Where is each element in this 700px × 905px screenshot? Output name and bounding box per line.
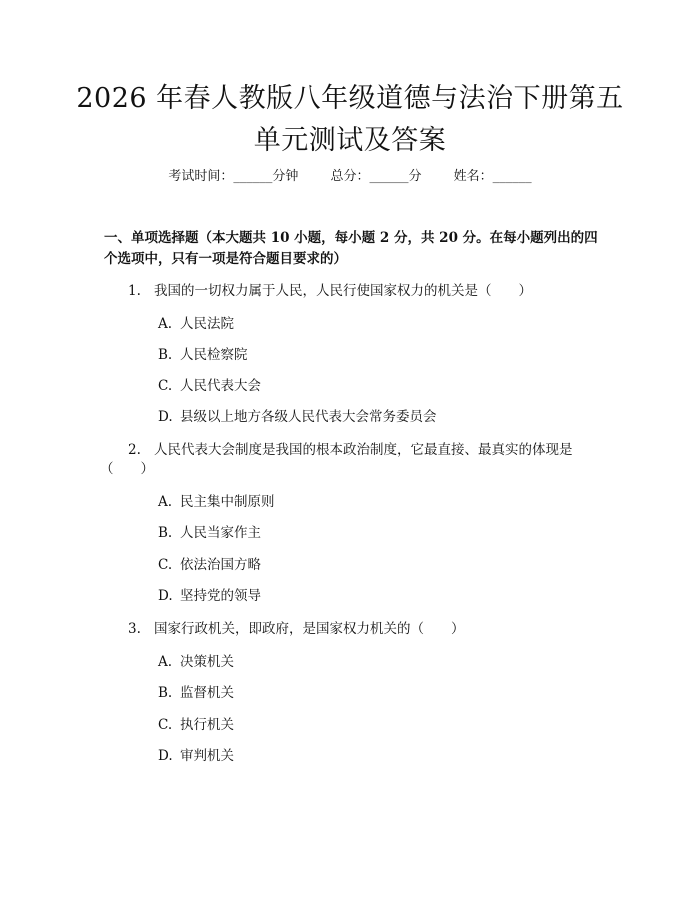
title-line-1: 2026 年春人教版八年级道德与法治下册第五 xyxy=(76,83,624,114)
option-text: 人民检察院 xyxy=(180,347,248,363)
option-1b xyxy=(158,345,248,365)
name-field: 姓名：______ xyxy=(453,169,532,184)
question-stem-line-2: （ ） xyxy=(100,461,154,477)
option-1a xyxy=(158,314,234,334)
question-3 xyxy=(104,619,604,639)
section-heading-line-2: 个选项中，只有一项是符合题目要求的） xyxy=(104,251,347,267)
page-title xyxy=(60,78,640,162)
question-stem-line-1: 人民代表大会制度是我国的根本政治制度，它最直接、最真实的体现是 xyxy=(154,442,573,458)
option-letter: D. xyxy=(158,748,173,764)
option-text: 依法治国方略 xyxy=(180,557,261,573)
option-letter: B. xyxy=(158,347,173,363)
option-2d xyxy=(158,586,261,606)
question-stem: 国家行政机关，即政府，是国家权力机关的（ ） xyxy=(154,621,465,637)
option-text: 民主集中制原则 xyxy=(180,494,275,510)
question-number: 1. xyxy=(128,283,141,299)
option-text: 执行机关 xyxy=(180,717,234,733)
option-letter: B. xyxy=(158,525,173,541)
option-1c xyxy=(158,376,261,396)
question-stem: 我国的一切权力属于人民，人民行使国家权力的机关是（ ） xyxy=(154,283,532,299)
question-number: 2. xyxy=(128,442,141,458)
option-letter: B. xyxy=(158,685,173,701)
question-1 xyxy=(104,281,604,301)
option-3d xyxy=(158,746,234,766)
question-2-continued xyxy=(100,459,600,479)
total-score-field: 总分：______分 xyxy=(330,169,422,184)
title-line-2: 单元测试及答案 xyxy=(253,125,447,156)
option-text: 人民法院 xyxy=(180,316,234,332)
question-number: 3. xyxy=(128,621,141,637)
option-2a xyxy=(158,492,275,512)
option-3a xyxy=(158,652,234,672)
option-text: 决策机关 xyxy=(180,654,234,670)
option-letter: A. xyxy=(158,494,173,510)
option-text: 县级以上地方各级人民代表大会常务委员会 xyxy=(180,409,437,425)
exam-info xyxy=(0,167,700,187)
section-heading-line-1: 一、单项选择题（本大题共 10 小题，每小题 2 分，共 20 分。在每小题列出的四 xyxy=(104,230,598,246)
option-letter: D. xyxy=(158,409,173,425)
option-letter: C. xyxy=(158,717,173,733)
option-letter: D. xyxy=(158,588,173,604)
option-letter: A. xyxy=(158,654,173,670)
option-2c xyxy=(158,555,261,575)
option-letter: C. xyxy=(158,557,173,573)
exam-time-field: 考试时间：______分钟 xyxy=(168,169,299,184)
option-text: 人民当家作主 xyxy=(180,525,261,541)
option-text: 监督机关 xyxy=(180,685,234,701)
option-1d xyxy=(158,407,437,427)
section-heading xyxy=(104,228,604,270)
option-3c xyxy=(158,715,234,735)
option-text: 人民代表大会 xyxy=(180,378,261,394)
option-2b xyxy=(158,523,261,543)
option-letter: A. xyxy=(158,316,173,332)
question-2 xyxy=(104,440,604,460)
option-3b xyxy=(158,683,234,703)
option-text: 审判机关 xyxy=(180,748,234,764)
option-text: 坚持党的领导 xyxy=(180,588,261,604)
option-letter: C. xyxy=(158,378,173,394)
